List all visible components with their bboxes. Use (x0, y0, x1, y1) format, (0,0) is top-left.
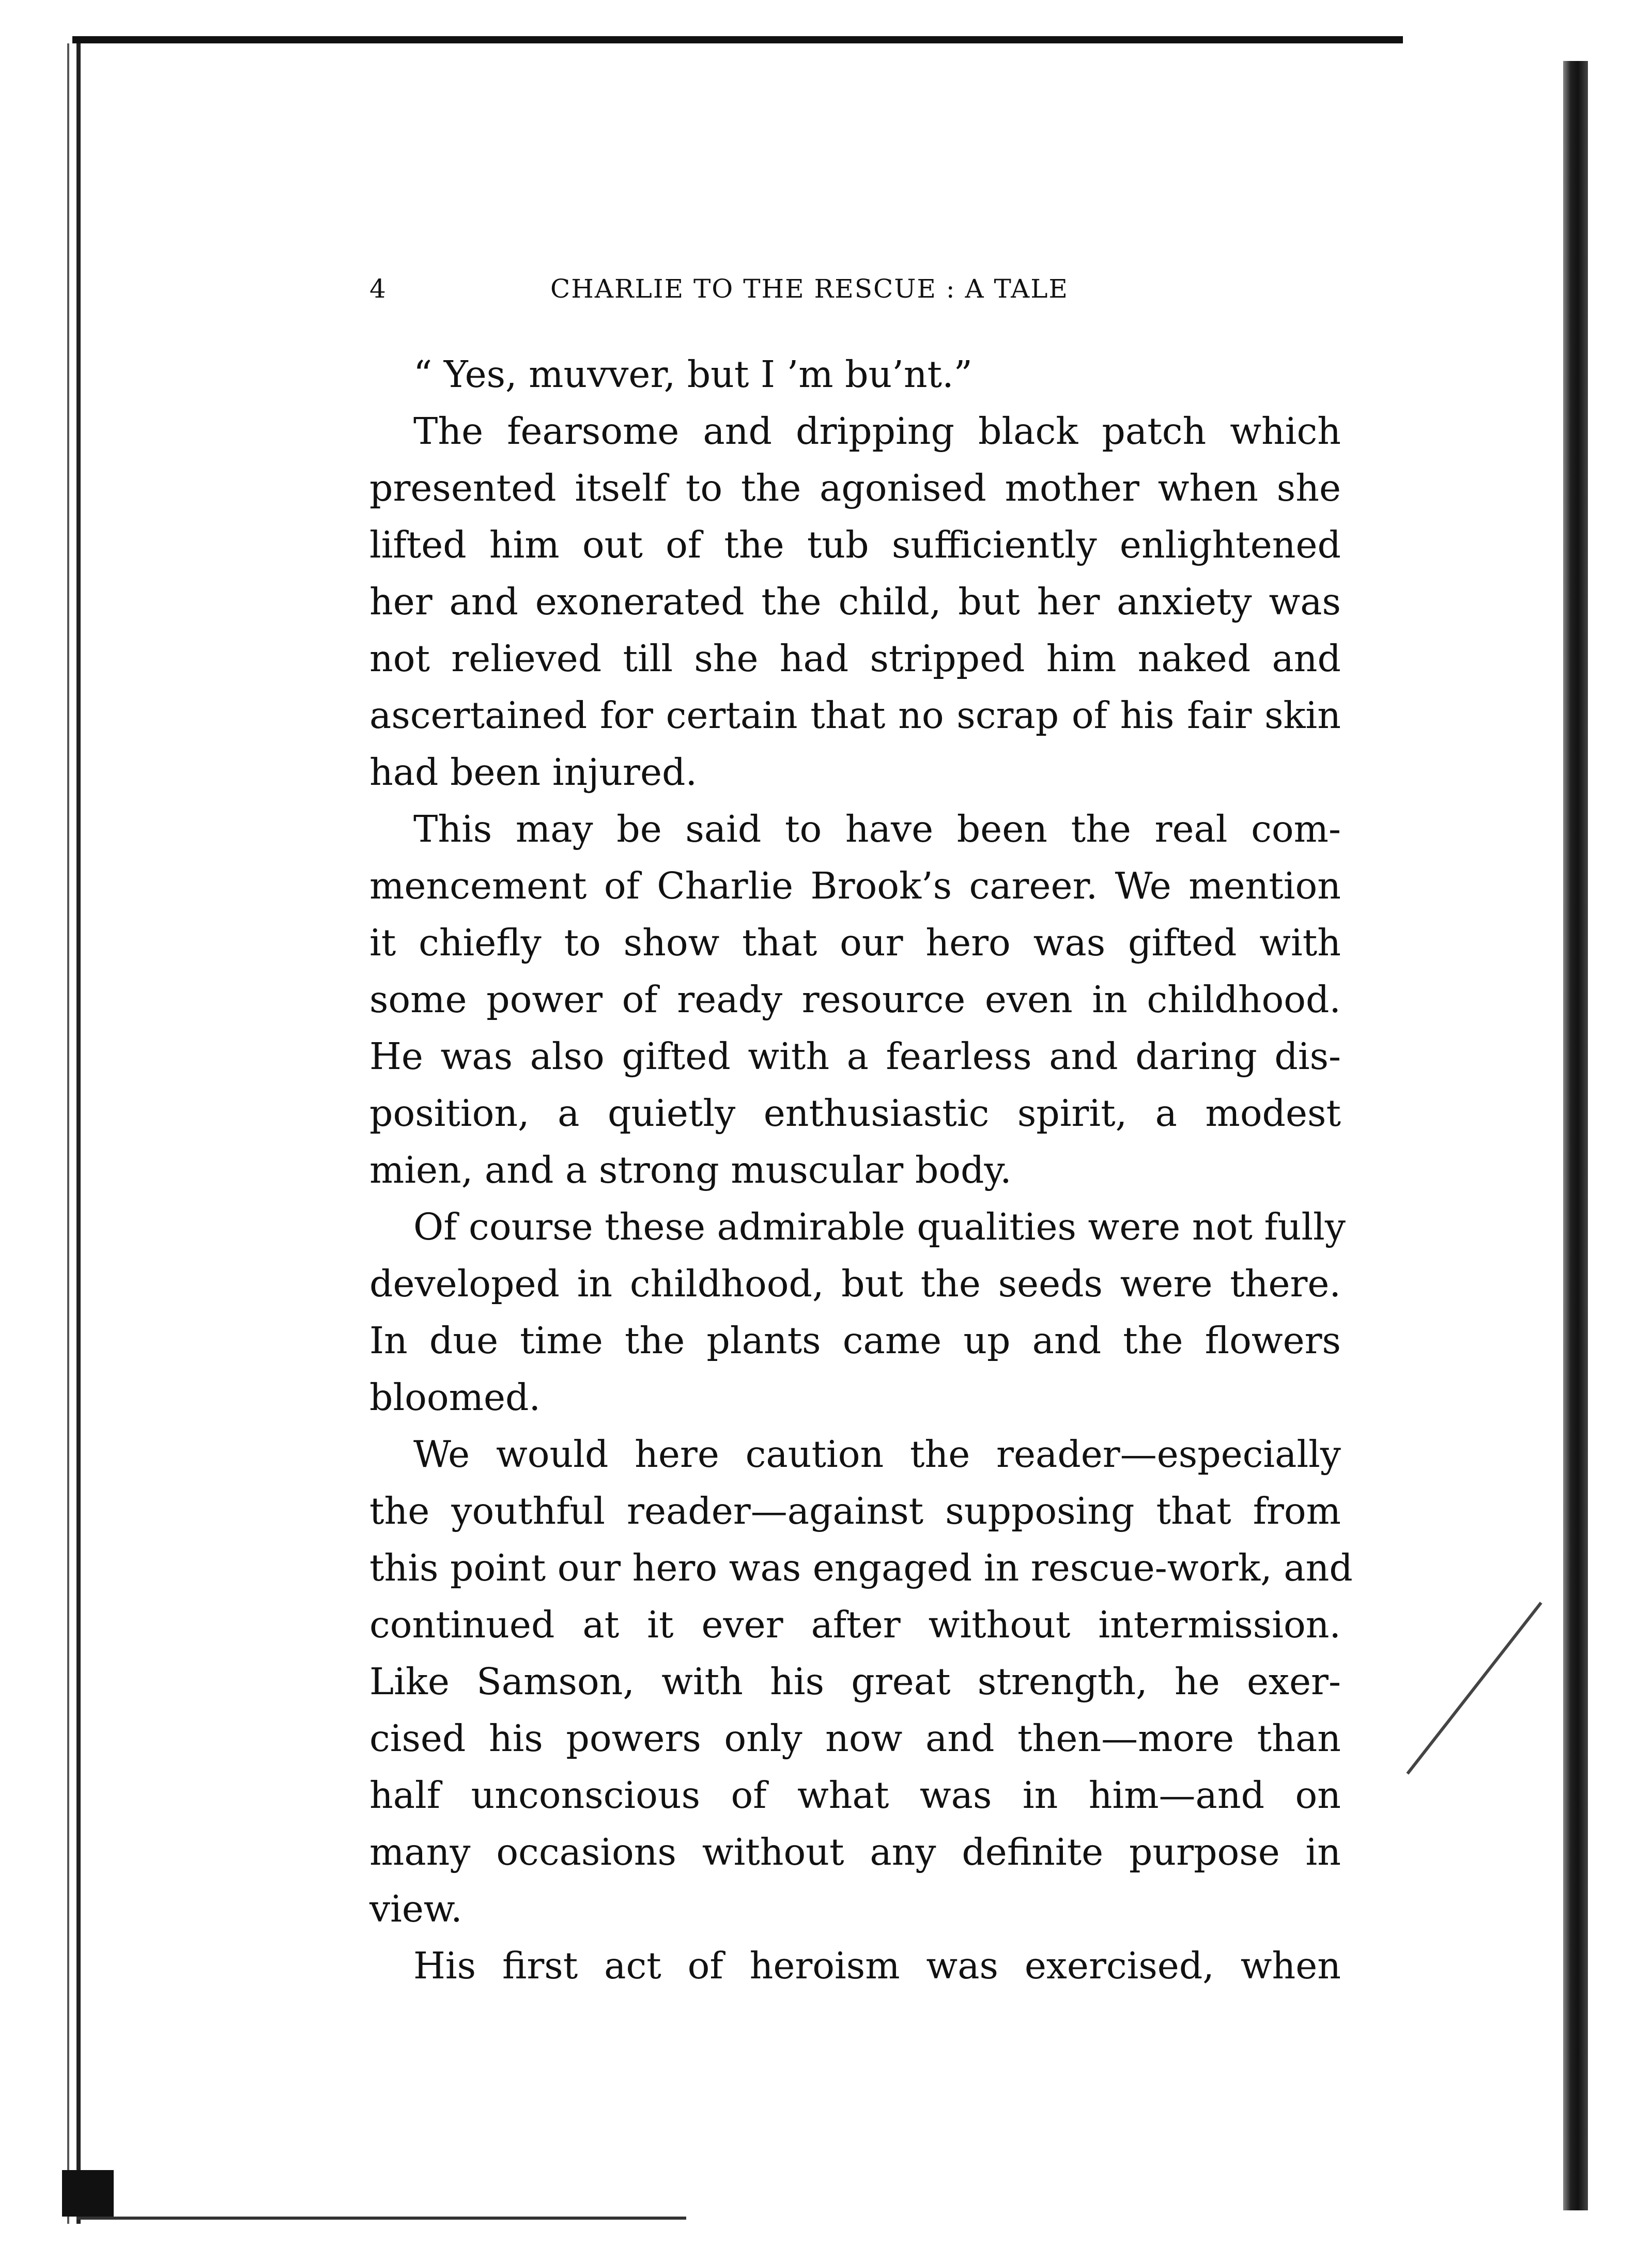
right-page-edge-shadow (1563, 61, 1588, 2210)
left-border-rule-outer (67, 43, 69, 2224)
text-line: it chiefly to show that our hero was gifted with (369, 921, 1341, 964)
left-border-rule (76, 43, 81, 2224)
text-line: developed in childhood, but the seeds were there. (369, 1262, 1341, 1305)
text-line: Like Samson, with his great strength, he exer- (369, 1660, 1341, 1703)
text-line: some power of ready resource even in childhood. (369, 978, 1341, 1021)
text-line: half unconscious of what was in him—and on (369, 1774, 1341, 1817)
text-line: In due time the plants came up and the flowers (369, 1319, 1341, 1362)
text-line: view. (369, 1887, 462, 1930)
text-line: her and exonerated the child, but her anxiety was (369, 580, 1341, 623)
text-line: His first act of heroism was exercised, when (413, 1944, 1341, 1987)
text-line: “ Yes, muvver, but I ’m bu’nt.” (413, 353, 972, 396)
page-number: 4 (369, 274, 387, 304)
text-line: cised his powers only now and then—more than (369, 1717, 1341, 1760)
running-head: CHARLIE TO THE RESCUE : A TALE (550, 274, 1069, 304)
text-line: lifted him out of the tub sufficiently enlightened (369, 523, 1341, 566)
text-line: position, a quietly enthusiastic spirit, a modest (369, 1092, 1341, 1135)
top-border-rule (72, 36, 1403, 43)
text-line: mencement of Charlie Brook’s career. We mention (369, 864, 1341, 907)
text-line: many occasions without any definite purpose in (369, 1831, 1341, 1873)
text-line: Of course these admirable qualities were not fully (413, 1205, 1346, 1248)
text-line: mien, and a strong muscular body. (369, 1149, 1012, 1191)
text-line: He was also gifted with a fearless and daring dis- (369, 1035, 1341, 1078)
page-header (369, 274, 1150, 305)
text-line: continued at it ever after without intermission. (369, 1603, 1341, 1646)
text-line: The fearsome and dripping black patch which (413, 410, 1341, 453)
bottom-border-rule (76, 2217, 686, 2220)
text-line: presented itself to the agonised mother when she (369, 467, 1341, 509)
bottom-left-binding-mark (62, 2170, 114, 2217)
text-line: We would here caution the reader—especially (413, 1433, 1341, 1476)
text-line: ascertained for certain that no scrap of his fair skin (369, 694, 1341, 737)
right-margin-stroke (1406, 1602, 1542, 1775)
text-line: not relieved till she had stripped him naked and (369, 637, 1341, 680)
text-line: This may be said to have been the real com- (413, 808, 1341, 850)
text-line: bloomed. (369, 1376, 541, 1419)
text-line: this point our hero was engaged in rescue-work, and (369, 1546, 1353, 1589)
body-text (369, 346, 1353, 1994)
text-line: had been injured. (369, 751, 698, 794)
text-line: the youthful reader—against supposing that from (369, 1490, 1341, 1532)
